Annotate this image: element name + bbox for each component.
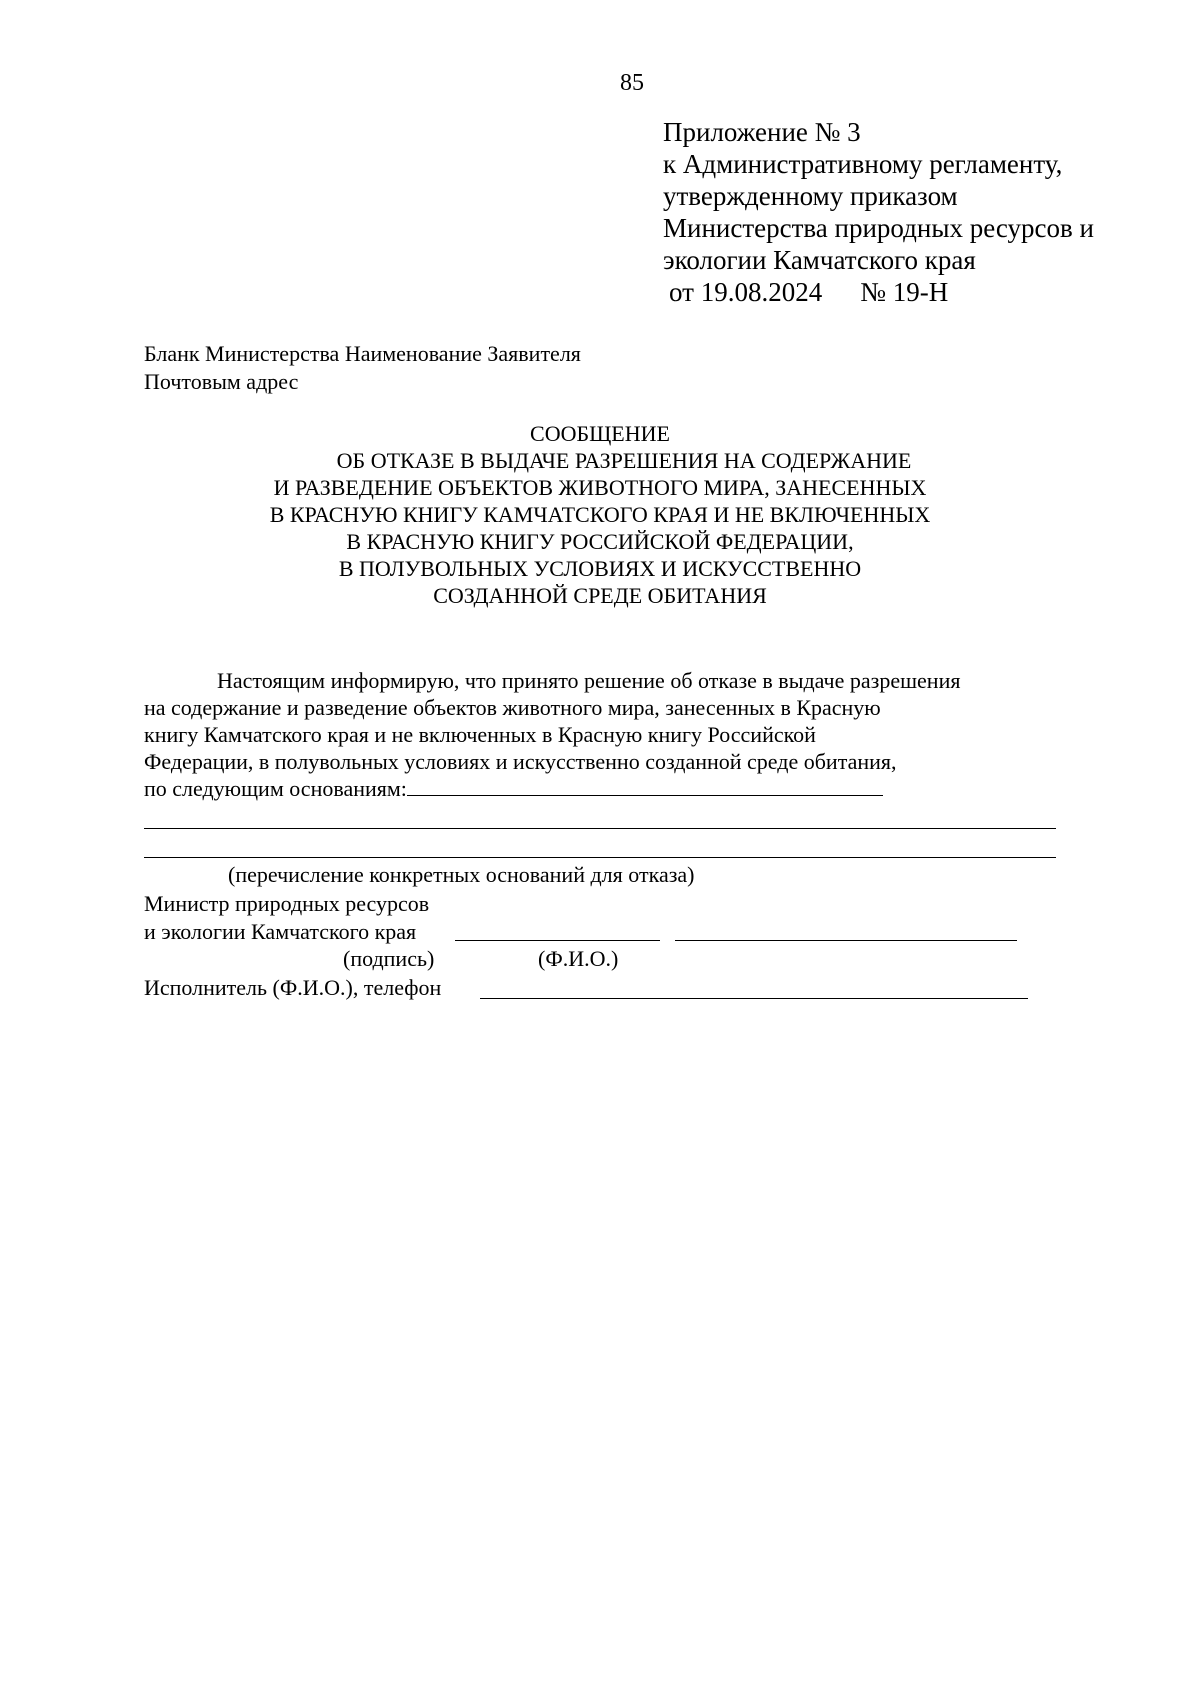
approval-date-line: [663, 276, 1094, 308]
approval-number: № 19-Н: [860, 277, 949, 307]
title-line-6: В ПОЛУВОЛЬНЫХ УСЛОВИЯХ И ИСКУССТВЕННО: [338, 556, 862, 581]
title-line-2: ОБ ОТКАЗЕ В ВЫДАЧЕ РАЗРЕШЕНИЯ НА СОДЕРЖАНИЕ: [336, 448, 912, 473]
body-line-1: Настоящим информирую, что принято решение об отказе в выдаче разрешения: [217, 668, 961, 693]
minister-label-2: и экологии Камчатского края: [144, 919, 417, 944]
approval-line-3: утвержденному приказом: [663, 181, 958, 211]
name-caption: (Ф.И.О.): [538, 946, 619, 971]
executor-label: Исполнитель (Ф.И.О.), телефон: [144, 975, 442, 1000]
sender-line-1: Бланк Министерства Наименование Заявителя: [144, 341, 581, 366]
sender-block: [144, 340, 581, 396]
page-number: 85: [620, 70, 644, 96]
approval-date: от 19.08.2024: [669, 277, 823, 307]
approval-line-4: Министерства природных ресурсов и: [663, 213, 1094, 243]
title-line-4: В КРАСНУЮ КНИГУ КАМЧАТСКОГО КРАЯ И НЕ ВКЛЮЧЕННЫХ: [269, 502, 931, 527]
name-field[interactable]: [675, 940, 1017, 941]
reasons-hint: (перечисление конкретных оснований для отказа): [228, 862, 695, 887]
title-line-5: В КРАСНУЮ КНИГУ РОССИЙСКОЙ ФЕДЕРАЦИИ,: [346, 529, 854, 554]
title-line-3: И РАЗВЕДЕНИЕ ОБЪЕКТОВ ЖИВОТНОГО МИРА, ЗАНЕСЕННЫХ: [273, 475, 927, 500]
body-line-2: на содержание и разведение объектов животного мира, занесенных в Красную: [144, 695, 881, 720]
title-line-7: СОЗДАННОЙ СРЕДЕ ОБИТАНИЯ: [433, 583, 767, 608]
body-text: [144, 667, 1044, 802]
approval-line-5: экологии Камчатского края: [663, 245, 976, 275]
approval-line-1: Приложение № 3: [663, 117, 861, 147]
reasons-field-inline[interactable]: [407, 775, 883, 796]
sender-line-2: Почтовым адрес: [144, 369, 299, 394]
body-line-3: книгу Камчатского края и не включенных в Красную книгу Российской: [144, 722, 816, 747]
title-line-1: СООБЩЕНИЕ: [530, 421, 670, 446]
signature-field[interactable]: [455, 940, 660, 941]
executor-field[interactable]: [480, 998, 1028, 999]
reasons-label: по следующим основаниям:: [144, 776, 407, 801]
approval-block: [663, 116, 1094, 308]
body-line-4: Федерации, в полувольных условиях и искусственно созданной среде обитания,: [144, 749, 897, 774]
reasons-field-line-1[interactable]: [144, 828, 1056, 829]
body-line-5: [144, 775, 1044, 802]
document-title: [0, 420, 1200, 609]
approval-line-2: к Административному регламенту,: [663, 149, 1063, 179]
reasons-field-line-2[interactable]: [144, 857, 1056, 858]
minister-label-1: Министр природных ресурсов: [144, 891, 430, 916]
signature-caption: (подпись): [343, 946, 435, 971]
